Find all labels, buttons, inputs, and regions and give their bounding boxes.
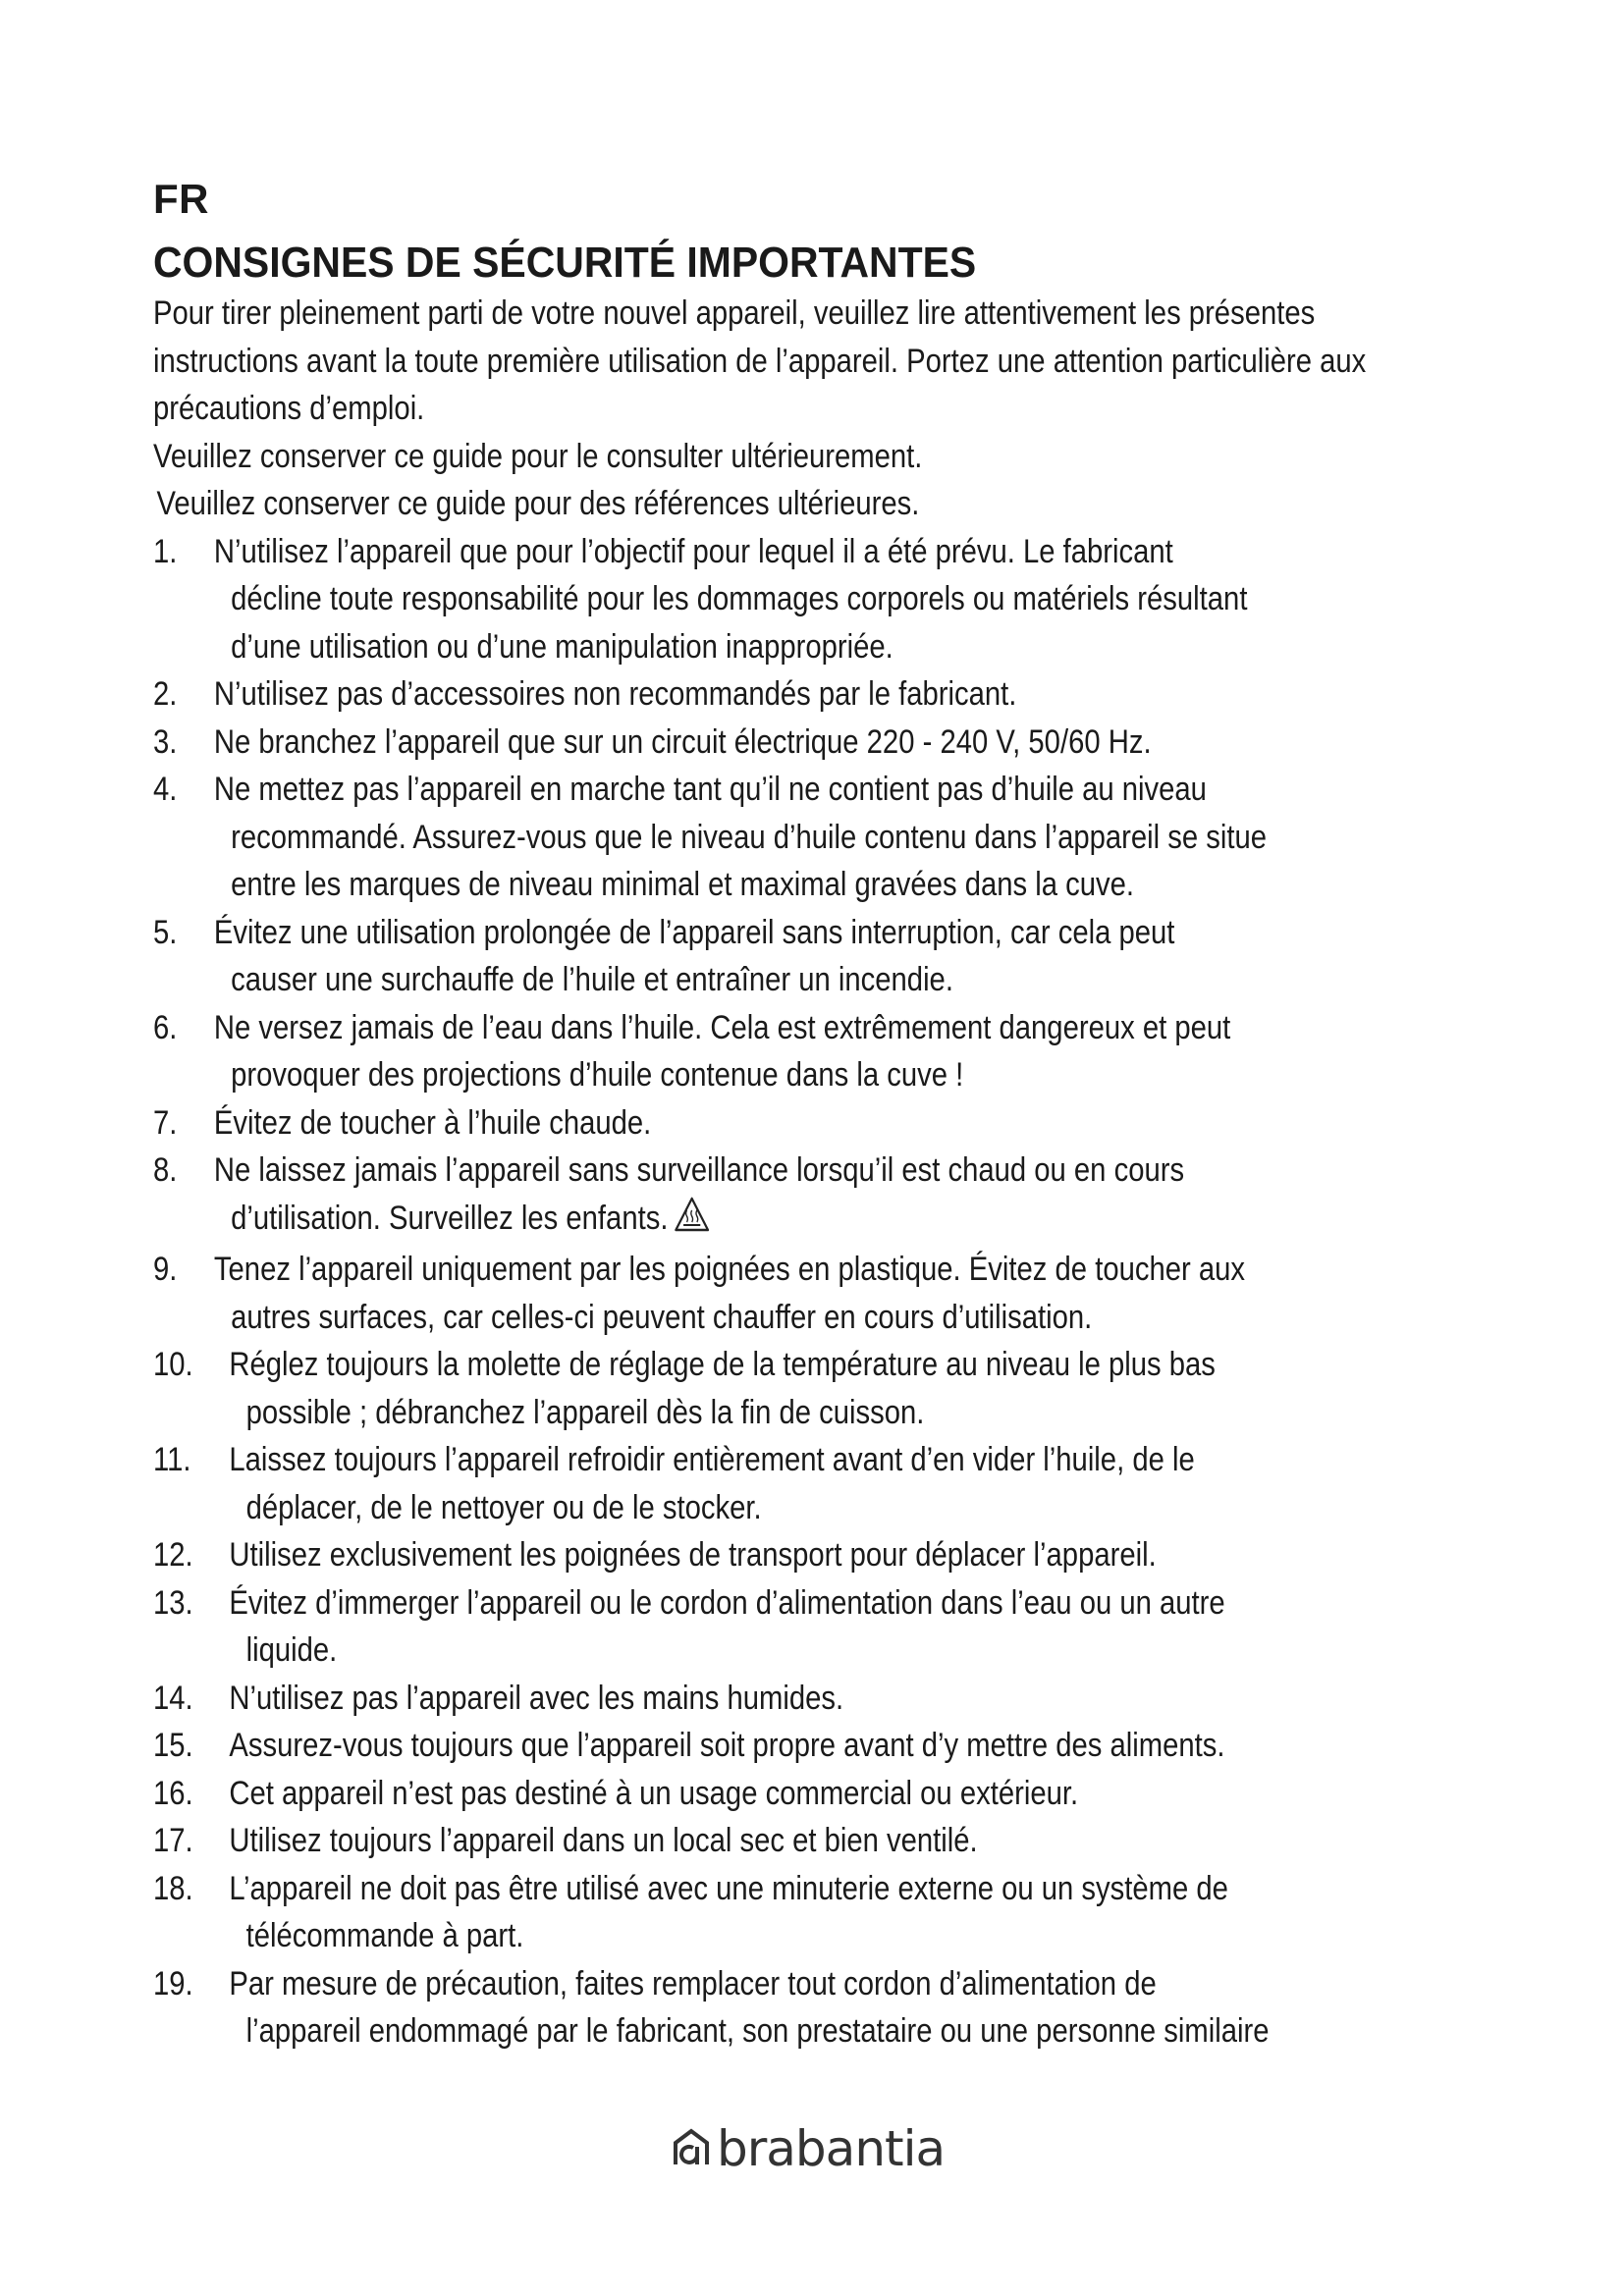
list-item bbox=[153, 528, 1471, 671]
document-page bbox=[153, 175, 1474, 2056]
list-item-number: 16. bbox=[153, 1774, 193, 1812]
list-item-line: provoquer des projections d’huile contenue dans la cuve ! bbox=[231, 1056, 964, 1095]
list-item bbox=[153, 1099, 1471, 1148]
list-item-text bbox=[214, 719, 1471, 767]
list-item-line: Laissez toujours l’appareil refroidir entièrement avant d’en vider l’huile, de le bbox=[229, 1441, 1195, 1479]
intro-paragraph: Pour tirer pleinement parti de votre nouvel appareil, veuillez lire attentivement les présentes instructions avant la toute première utilisation de l’appareil. Portez une attention particulière aux précautions d’emploi. bbox=[153, 294, 1367, 428]
list-item-line: possible ; débranchez l’appareil dès la fin de cuisson. bbox=[245, 1393, 925, 1431]
list-item-number: 17. bbox=[153, 1822, 193, 1860]
list-item-number: 2. bbox=[153, 675, 178, 714]
list-item-number: 4. bbox=[153, 771, 178, 809]
list-item-number: 15. bbox=[153, 1727, 193, 1765]
list-item-number: 10. bbox=[153, 1346, 193, 1384]
list-item-text bbox=[214, 1004, 1471, 1099]
list-item-text bbox=[214, 1246, 1471, 1341]
list-item bbox=[153, 1147, 1471, 1246]
list-item-line: Assurez-vous toujours que l’appareil soit propre avant d’y mettre des aliments. bbox=[229, 1727, 1225, 1765]
list-item bbox=[153, 766, 1471, 909]
list-item bbox=[153, 1770, 1471, 1818]
document-body bbox=[153, 290, 1471, 2056]
list-item bbox=[153, 1960, 1471, 2056]
list-item-number: 18. bbox=[153, 1869, 193, 1907]
list-item-line: télécommande à part. bbox=[245, 1917, 524, 1955]
list-item-line: autres surfaces, car celles-ci peuvent chauffer en cours d’utilisation. bbox=[231, 1298, 1093, 1336]
list-item-number: 3. bbox=[153, 722, 178, 761]
list-item bbox=[153, 1246, 1471, 1341]
brand-name: brabantia bbox=[717, 2120, 946, 2177]
list-item-number: 11. bbox=[153, 1441, 191, 1479]
intro-paragraph: Veuillez conserver ce guide pour le consulter ultérieurement. bbox=[153, 437, 923, 475]
list-item bbox=[153, 1341, 1471, 1436]
list-item-line: N’utilisez pas l’appareil avec les mains humides. bbox=[229, 1679, 844, 1717]
language-code: FR bbox=[153, 176, 209, 222]
list-item bbox=[153, 719, 1471, 767]
list-item-text bbox=[229, 1531, 1470, 1579]
list-item-number: 12. bbox=[153, 1536, 193, 1575]
list-item-line: L’appareil ne doit pas être utilisé avec une minuterie externe ou un système de bbox=[229, 1869, 1228, 1907]
list-item-text bbox=[229, 1722, 1470, 1770]
list-item-number: 13. bbox=[153, 1583, 193, 1622]
list-item-line: liquide. bbox=[245, 1631, 338, 1670]
list-item-text bbox=[229, 1817, 1470, 1865]
list-item-number: 9. bbox=[153, 1251, 178, 1289]
list-item-text bbox=[214, 1147, 1471, 1246]
list-item-line: Ne versez jamais de l’eau dans l’huile. Cela est extrêmement dangereux et peut bbox=[213, 1008, 1231, 1046]
list-item-line: N’utilisez pas d’accessoires non recommandés par le fabricant. bbox=[213, 675, 1017, 714]
list-item-line: décline toute responsabilité pour les dommages corporels ou matériels résultant bbox=[231, 580, 1248, 618]
list-item bbox=[153, 1531, 1471, 1579]
list-item-line: Évitez de toucher à l’huile chaude. bbox=[213, 1103, 652, 1142]
list-item bbox=[153, 1004, 1471, 1099]
list-item-line: Évitez une utilisation prolongée de l’appareil sans interruption, car cela peut bbox=[213, 913, 1175, 951]
list-item-line: Évitez d’immerger l’appareil ou le cordon d’alimentation dans l’eau ou un autre bbox=[229, 1583, 1225, 1622]
list-item-line: Ne branchez l’appareil que sur un circuit électrique 220 - 240 V, 50/60 Hz. bbox=[213, 722, 1152, 761]
list-item bbox=[153, 909, 1471, 1004]
list-item-text bbox=[214, 1099, 1471, 1148]
list-item-line: Tenez l’appareil uniquement par les poignées en plastique. Évitez de toucher aux bbox=[213, 1251, 1245, 1289]
list-item bbox=[153, 1436, 1471, 1531]
list-item-text bbox=[229, 1675, 1470, 1723]
brabantia-logo-icon bbox=[672, 2125, 711, 2173]
list-item-text bbox=[229, 1865, 1470, 1960]
list-item bbox=[153, 1675, 1471, 1723]
safety-rules-list bbox=[153, 528, 1471, 2056]
list-item-line: Réglez toujours la molette de réglage de la température au niveau le plus bas bbox=[229, 1346, 1216, 1384]
list-item-line: N’utilisez l’appareil que pour l’objectif pour lequel il a été prévu. Le fabricant bbox=[213, 532, 1173, 570]
list-item-line: d’utilisation. Surveillez les enfants. bbox=[214, 1195, 1471, 1247]
list-item-text bbox=[214, 670, 1471, 719]
list-item-line: d’une utilisation ou d’une manipulation inappropriée. bbox=[231, 627, 893, 666]
list-item-line: Ne laissez jamais l’appareil sans surveillance lorsqu’il est chaud ou en cours bbox=[213, 1151, 1185, 1190]
list-item-number: 7. bbox=[153, 1103, 178, 1142]
list-item-number: 19. bbox=[153, 1964, 193, 2002]
list-item-text bbox=[229, 1770, 1470, 1818]
hot-surface-warning-icon bbox=[674, 1196, 711, 1247]
list-item bbox=[153, 1722, 1471, 1770]
intro-paragraph: Veuillez conserver ce guide pour des références ultérieures. bbox=[156, 485, 920, 523]
list-item-line: Ne mettez pas l’appareil en marche tant qu’il ne contient pas d’huile au niveau bbox=[213, 771, 1207, 809]
list-item-line: Cet appareil n’est pas destiné à un usage commercial ou extérieur. bbox=[229, 1774, 1079, 1812]
page-title: CONSIGNES DE SÉCURITÉ IMPORTANTES bbox=[153, 239, 977, 288]
list-item-number: 6. bbox=[153, 1008, 178, 1046]
list-item-text bbox=[229, 1960, 1470, 2056]
list-item-text bbox=[229, 1341, 1470, 1436]
list-item bbox=[153, 1579, 1471, 1675]
list-item-line: Utilisez toujours l’appareil dans un local sec et bien ventilé. bbox=[229, 1822, 978, 1860]
list-item-line: l’appareil endommagé par le fabricant, son prestataire ou une personne similaire bbox=[245, 2012, 1270, 2051]
list-item-line: entre les marques de niveau minimal et maximal gravées dans la cuve. bbox=[231, 866, 1134, 904]
list-item-line: causer une surchauffe de l’huile et entraîner un incendie. bbox=[231, 961, 953, 999]
list-item-line: recommandé. Assurez-vous que le niveau d’huile contenu dans l’appareil se situe bbox=[231, 818, 1268, 856]
list-item-number: 5. bbox=[153, 913, 178, 951]
list-item-text bbox=[214, 528, 1471, 671]
brand-logo bbox=[672, 2120, 945, 2177]
intro bbox=[153, 290, 1471, 528]
list-item bbox=[153, 1865, 1471, 1960]
list-item-line: déplacer, de le nettoyer ou de le stocker. bbox=[245, 1488, 762, 1526]
list-item bbox=[153, 1817, 1471, 1865]
list-item-number: 8. bbox=[153, 1151, 178, 1190]
list-item-line: Par mesure de précaution, faites remplacer tout cordon d’alimentation de bbox=[229, 1964, 1157, 2002]
list-item-text bbox=[229, 1579, 1470, 1675]
list-item bbox=[153, 670, 1471, 719]
list-item-number: 14. bbox=[153, 1679, 193, 1717]
list-item-text bbox=[214, 909, 1471, 1004]
list-item-number: 1. bbox=[153, 532, 178, 570]
list-item-text bbox=[214, 766, 1471, 909]
list-item-line: Utilisez exclusivement les poignées de transport pour déplacer l’appareil. bbox=[229, 1536, 1157, 1575]
list-item-text bbox=[229, 1436, 1470, 1531]
